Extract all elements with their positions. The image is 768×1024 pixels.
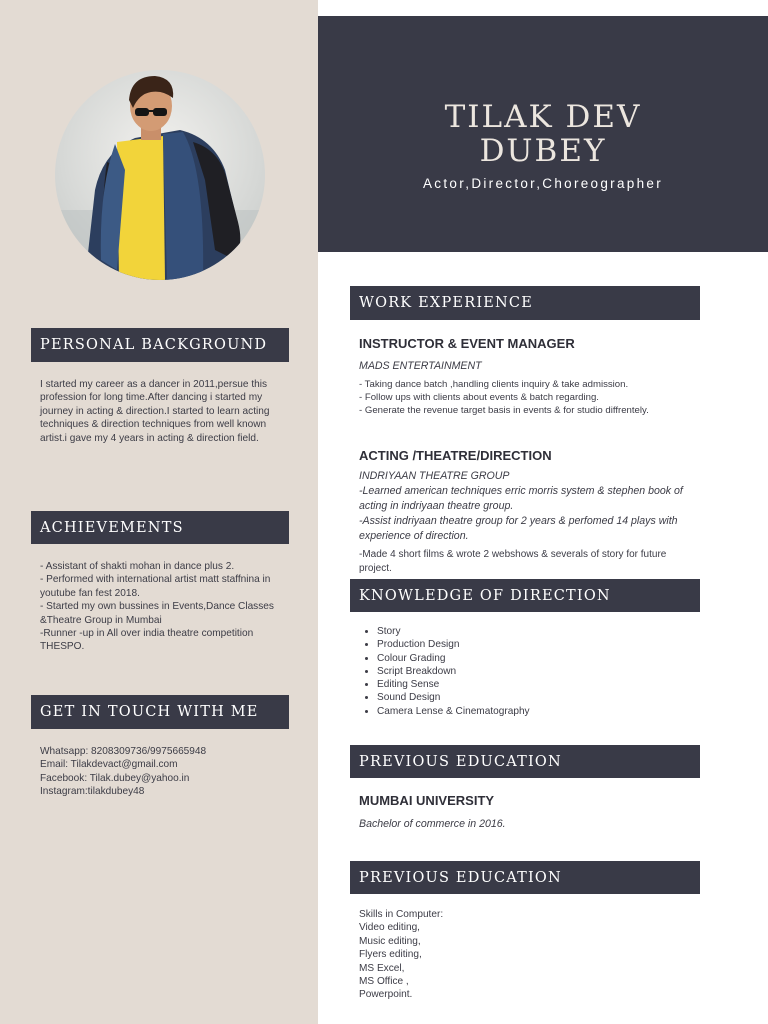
job2-note: -Learned american techniques erric morris system & stephen book of acting in indriyaan theatre group. — [359, 485, 683, 512]
computer-skill-line: Video editing, — [359, 922, 420, 934]
direction-skill-item: • Editing Sense — [377, 678, 530, 691]
contact-facebook: Facebook: Tilak.dubey@yahoo.in — [40, 772, 190, 784]
achievement-item: - Performed with international artist matt staffnina in youtube fan fest 2018. — [40, 574, 271, 599]
computer-skills-list — [359, 908, 443, 1002]
job1-duty: - Follow ups with clients about events & batch regarding. — [359, 392, 599, 403]
job1-title: INSTRUCTOR & EVENT MANAGER — [359, 336, 575, 351]
personal-background-text — [40, 378, 280, 445]
education-degree: Bachelor of commerce in 2016. — [359, 818, 506, 830]
computer-skill-line: Music editing, — [359, 935, 421, 947]
education-heading-2: PREVIOUS EDUCATION — [350, 861, 700, 894]
direction-skill-item: • Production Design — [377, 638, 530, 651]
achievements-list — [40, 560, 280, 654]
contact-heading: GET IN TOUCH WITH ME — [31, 695, 289, 729]
knowledge-direction-heading: KNOWLEDGE OF DIRECTION — [350, 579, 700, 612]
computer-skill-line: MS Office , — [359, 976, 409, 988]
computer-skill-line: Flyers editing, — [359, 949, 422, 961]
name-line-1: TILAK DEV — [444, 99, 642, 135]
personal-background-paragraph: I started my career as a dancer in 2011,persue this profession for long time.After dancing i started my journey in acting & direction.I started to learn acting techniques & direction techniques from well known artist.i gave my 4 years in acting & direction field. — [40, 379, 270, 444]
job2-extra-note: -Made 4 short films & wrote 2 webshows & severals of story for future project. — [359, 549, 667, 574]
computer-skill-line: Powerpoint. — [359, 989, 413, 1001]
achievement-item: - Assistant of shakti mohan in dance plus 2. — [40, 561, 235, 572]
job2-title: ACTING /THEATRE/DIRECTION — [359, 448, 552, 463]
education-school: MUMBAI UNIVERSITY — [359, 793, 495, 808]
direction-skill-item: • Camera Lense & Cinematography — [377, 705, 530, 718]
job1-duty: - Taking dance batch ,handling clients inquiry & take admission. — [359, 379, 629, 390]
personal-background-heading: PERSONAL BACKGROUND — [31, 328, 289, 362]
job1-duties — [359, 378, 649, 417]
direction-skills-list — [359, 625, 530, 718]
direction-skill-item: • Colour Grading — [377, 652, 530, 665]
direction-skill-item: • Script Breakdown — [377, 665, 530, 678]
computer-skill-line: Skills in Computer: — [359, 909, 444, 920]
job2-italic-notes — [359, 484, 699, 544]
achievement-item: - Started my own bussines in Events,Dance Classes &Theatre Group in Mumbai — [40, 601, 274, 626]
profile-photo-illustration — [55, 70, 265, 280]
job1-duty: - Generate the revenue target basis in events & for studio diffrentely. — [359, 405, 649, 416]
profession-subtitle: Actor,Director,Choreographer — [423, 176, 663, 191]
contact-whatsapp: Whatsapp: 8208309736/9975665948 — [40, 746, 207, 757]
direction-skill-item: • Sound Design — [377, 691, 530, 704]
job2-note: -Assist indriyaan theatre group for 2 years & perfomed 14 plays with experience of direction. — [359, 515, 678, 542]
achievement-item: -Runner -up in All over india theatre competition THESPO. — [40, 628, 254, 653]
achievements-heading: ACHIEVEMENTS — [31, 511, 289, 544]
direction-skill-item: • Story — [377, 625, 530, 638]
job1-company: MADS ENTERTAINMENT — [359, 360, 482, 372]
job2-company: INDRIYAAN THEATRE GROUP — [359, 470, 510, 482]
profile-photo — [55, 70, 265, 280]
contact-list — [40, 745, 280, 799]
computer-skill-line: MS Excel, — [359, 962, 405, 974]
work-experience-heading: WORK EXPERIENCE — [350, 286, 700, 320]
contact-instagram: Instagram:tilakdubey48 — [40, 786, 145, 798]
education-heading-1: PREVIOUS EDUCATION — [350, 745, 700, 778]
contact-email: Email: Tilakdevact@gmail.com — [40, 759, 178, 771]
name-line-2: DUBEY — [479, 133, 607, 169]
name-title — [318, 100, 768, 168]
